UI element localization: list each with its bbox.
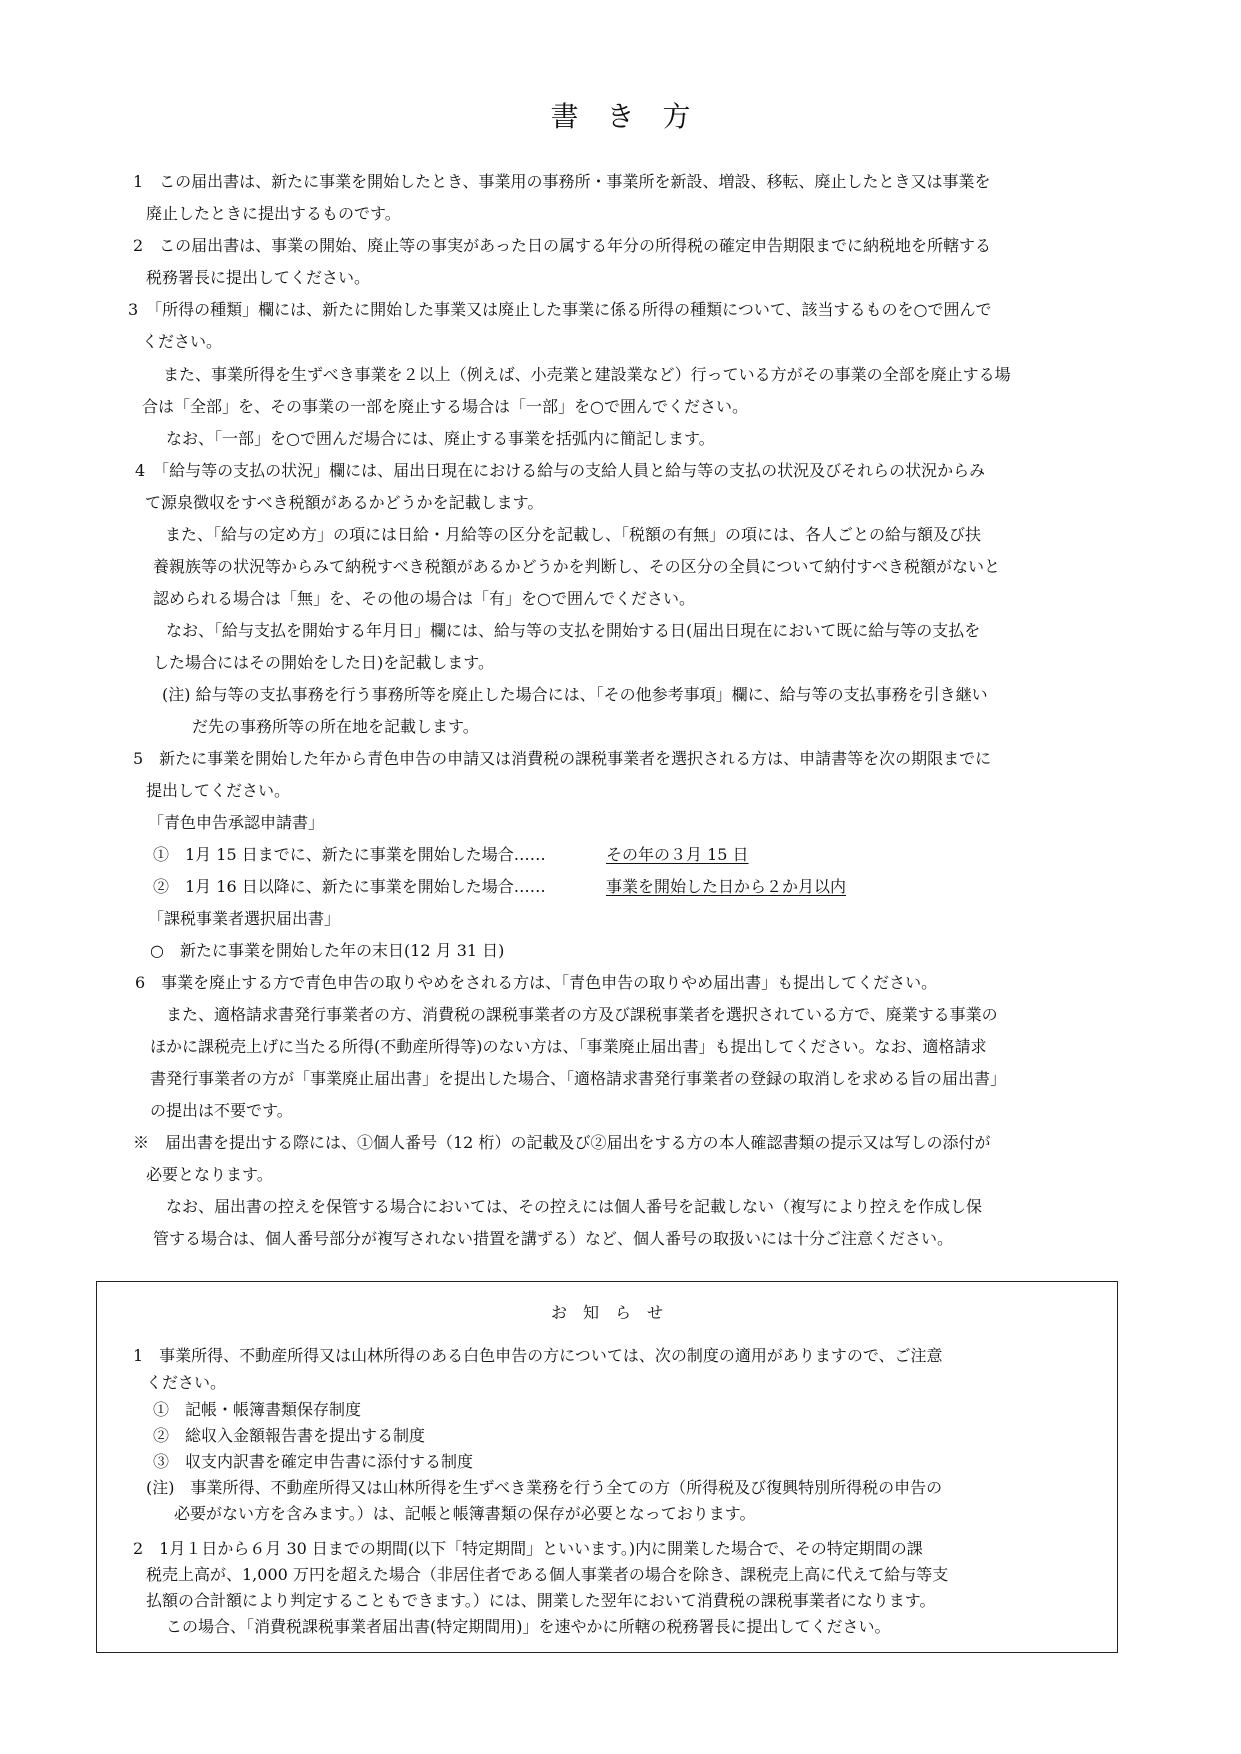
notice-line: この場合、「消費税課税事業者届出書(特定期間用)」を速やかに所轄の税務署長に提出してください。 bbox=[166, 1617, 891, 1636]
text-line: した場合にはその開始をした日)を記載します。 bbox=[153, 653, 494, 672]
deadline-text: 事業を開始した日から２か月以内 bbox=[606, 877, 847, 896]
text-line: ② 1月 16 日以降に、新たに事業を開始した場合…… bbox=[153, 877, 546, 896]
text-line: 4 「給与等の支払の状況」欄には、届出日現在における給与の支給人員と給与等の支払の状況及びそれらの状況からみ bbox=[135, 461, 986, 480]
text-line: の提出は不要です。 bbox=[150, 1101, 293, 1120]
text-line: また、適格請求書発行事業者の方、消費税の課税事業者の方及び課税事業者を選択されている方で、廃業する事業の bbox=[166, 1005, 998, 1024]
text-line: 書発行事業者の方が「事業廃止届出書」を提出した場合、「適格請求書発行事業者の登録の取消しを求める旨の届出書」 bbox=[150, 1069, 1007, 1088]
notice-title: お 知 ら せ bbox=[550, 1303, 663, 1322]
notice-line: ③ 収支内訳書を確定申告書に添付する制度 bbox=[153, 1452, 474, 1471]
text-line: 合は「全部」を、その事業の一部を廃止する場合は「一部」を○で囲んでください。 bbox=[142, 397, 748, 416]
text-line: 必要となります。 bbox=[146, 1165, 273, 1184]
text-line: また、事業所得を生ずべき事業を２以上（例えば、小売業と建設業など）行っている方がその事業の全部を廃止する場 bbox=[163, 365, 1011, 384]
text-line: 認められる場合は「無」を、その他の場合は「有」を○で囲んでください。 bbox=[153, 589, 695, 608]
notice-line: 税売上高が、1,000 万円を超えた場合（非居住者である個人事業者の場合を除き、課税売上高に代えて給与等支 bbox=[146, 1565, 949, 1584]
text-line: また、「給与の定め方」の項には日給・月給等の区分を記載し、「税額の有無」の項には、各人ごとの給与額及び扶 bbox=[165, 525, 982, 544]
text-line: 養親族等の状況等からみて納税すべき税額があるかどうかを判断し、その区分の全員について納付すべき税額がないと bbox=[153, 557, 1001, 576]
text-line: (注) 給与等の支払事務を行う事務所等を廃止した場合には、「その他参考事項」欄に、給与等の支払事務を引き継い bbox=[162, 685, 988, 704]
text-line: なお、「一部」を○で囲んだ場合には、廃止する事業を括弧内に簡記します。 bbox=[166, 429, 715, 448]
notice-line: 必要がない方を含みます。）は、記帳と帳簿書類の保存が必要となっております。 bbox=[174, 1504, 756, 1523]
text-line: 「課税事業者選択届出書」 bbox=[148, 909, 341, 928]
text-line: 税務署長に提出してください。 bbox=[146, 268, 371, 287]
text-line: ○ 新たに事業を開始した年の末日(12 月 31 日) bbox=[150, 941, 505, 960]
text-line: なお、届出書の控えを保管する場合においては、その控えには個人番号を記載しない（複写により控えを作成し保 bbox=[166, 1197, 983, 1216]
text-line: ほかに課税売上げに当たる所得(不動産所得等)のない方は、「事業廃止届出書」も提出してください。なお、適格請求 bbox=[150, 1037, 987, 1056]
notice-line: 払額の合計額により判定することもできます。）には、開業した翌年において消費税の課税事業者になります。 bbox=[146, 1591, 936, 1610]
text-line: ください。 bbox=[142, 332, 223, 351]
text-line: 提出してください。 bbox=[146, 781, 291, 800]
text-line: 6 事業を廃止する方で青色申告の取りやめをされる方は、「青色申告の取りやめ届出書」も提出してください。 bbox=[135, 973, 938, 992]
notice-line: ② 総収入金額報告書を提出する制度 bbox=[153, 1426, 426, 1445]
text-line: 管する場合は、個人番号部分が複写されない措置を講ずる）など、個人番号の取扱いには十分ご注意ください。 bbox=[153, 1229, 954, 1248]
text-line: 廃止したときに提出するものです。 bbox=[146, 204, 401, 223]
text-line: なお、「給与支払を開始する年月日」欄には、給与等の支払を開始する日(届出日現在において既に給与等の支払を bbox=[166, 621, 981, 640]
text-line: ※ 届出書を提出する際には、①個人番号（12 桁）の記載及び②届出をする方の本人確認書類の提示又は写しの添付が bbox=[133, 1133, 991, 1152]
notice-line: ください。 bbox=[146, 1373, 227, 1392]
notice-line: 1 事業所得、不動産所得又は山林所得のある白色申告の方については、次の制度の適用がありますので、ご注意 bbox=[133, 1346, 943, 1365]
text-line: ① 1月 15 日までに、新たに事業を開始した場合…… bbox=[153, 845, 546, 864]
page-title: 書 き 方 bbox=[550, 100, 691, 133]
notice-line: ① 記帳・帳簿書類保存制度 bbox=[153, 1400, 362, 1419]
text-line: 2 この届出書は、事業の開始、廃止等の事実があった日の属する年分の所得税の確定申告期限までに納税地を所轄する bbox=[133, 236, 992, 255]
notice-line: (注) 事業所得、不動産所得又は山林所得を生ずべき業務を行う全ての方（所得税及び復興特別所得税の申告の bbox=[146, 1478, 943, 1497]
text-line: だ先の事務所等の所在地を記載します。 bbox=[192, 717, 479, 736]
text-line: 1 この届出書は、新たに事業を開始したとき、事業用の事務所・事業所を新設、増設、移転、廃止したとき又は事業を bbox=[133, 172, 991, 191]
notice-line: 2 1月１日から６月 30 日までの期間(以下「特定期間」といいます。)内に開業した場合で、その特定期間の課 bbox=[133, 1539, 923, 1558]
deadline-text: その年の３月 15 日 bbox=[606, 845, 749, 864]
text-line: 3 「所得の種類」欄には、新たに開始した事業又は廃止した事業に係る所得の種類について、該当するものを○で囲んで bbox=[128, 300, 992, 319]
text-line: て源泉徴収をすべき税額があるかどうかを記載します。 bbox=[145, 493, 544, 512]
text-line: 「青色申告承認申請書」 bbox=[148, 813, 325, 832]
text-line: 5 新たに事業を開始した年から青色申告の申請又は消費税の課税事業者を選択される方は、申請書等を次の期限までに bbox=[133, 749, 992, 768]
